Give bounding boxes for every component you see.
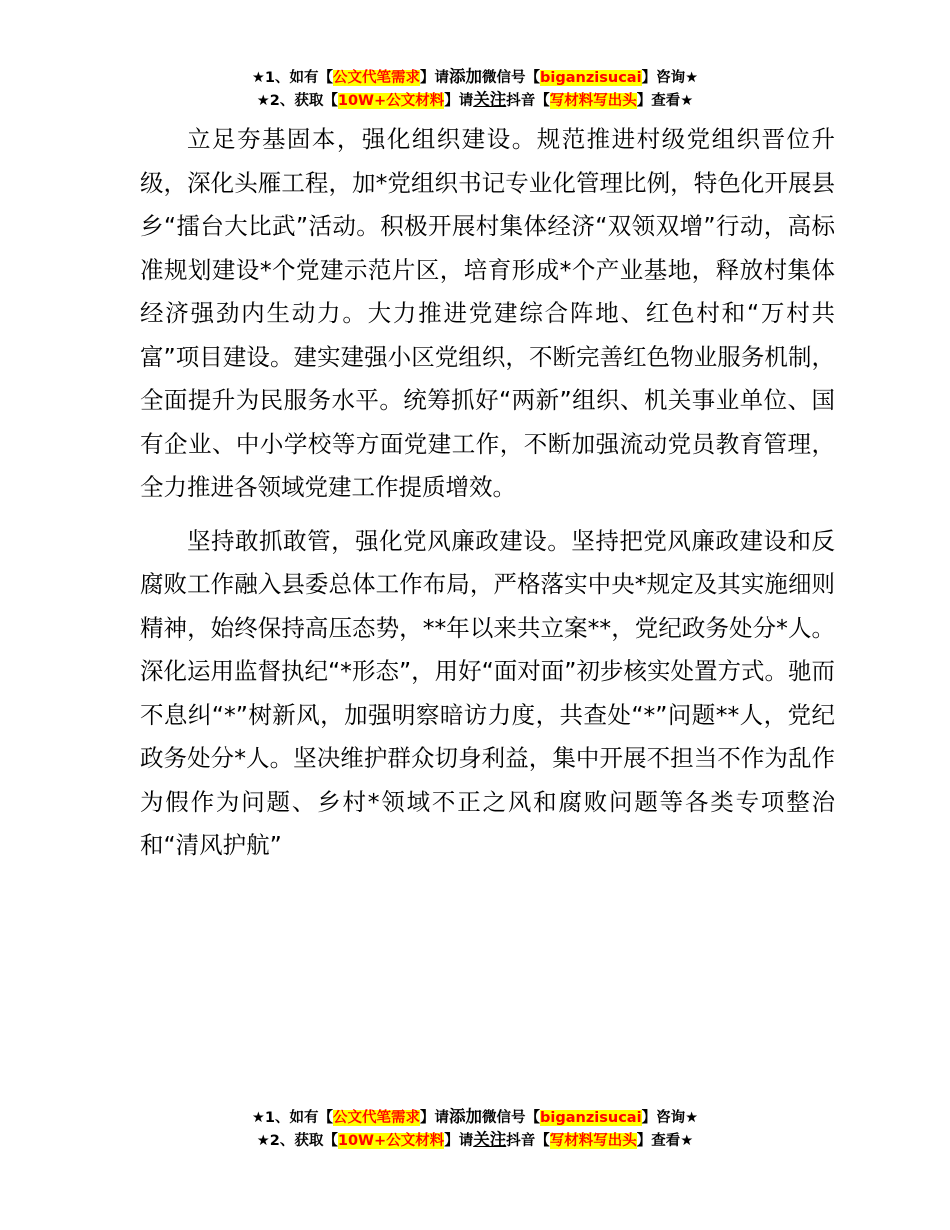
banner-text: ★1、如有【 xyxy=(251,70,334,86)
paragraph-organization: 立足夯基固本，强化组织建设。规范推进村级党组织晋位升级，深化头雁工程，加*党组织书记专业化管理比例，特色化开展县乡“擂台大比武”活动。积极开展村集体经济“双领双增”行动，高标准规划建设*个党建示范片区，培育形成*个产业基地，释放村集体经济强劲内生动力。大力推进党建综合阵地、红色村和“万村共富”项目建设。建实建强小区党组织，不断完善红色物业服务机制，全面提升为民服务水平。统筹抓好“两新”组织、机关事业单位、国有企业、中小学校等方面党建工作，不断加强流动党员教育管理，全力推进各领域党建工作提质增效。 xyxy=(140,125,835,501)
banner-text: ★2、获取【 xyxy=(256,93,338,109)
banner-emphasis: 关注 xyxy=(473,90,507,109)
banner-text: 抖音【 xyxy=(506,1133,550,1149)
banner-emphasis: 关注 xyxy=(473,1130,507,1149)
banner-line-2 xyxy=(0,1129,950,1152)
header-banner xyxy=(0,66,950,112)
banner-line-1 xyxy=(0,66,950,89)
banner-text: 】请 xyxy=(444,1133,474,1149)
banner-highlight: 10W+公文材料 xyxy=(337,93,445,109)
banner-highlight: 公文代笔需求 xyxy=(333,1110,421,1126)
banner-highlight: 公文代笔需求 xyxy=(333,70,421,86)
banner-text: ★2、获取【 xyxy=(256,1133,338,1149)
banner-text: 微信号【 xyxy=(482,1110,541,1126)
banner-highlight: 写材料写出头 xyxy=(549,1133,637,1149)
banner-emphasis: 添加 xyxy=(449,1107,483,1126)
banner-emphasis: 添加 xyxy=(449,67,483,86)
banner-line-1 xyxy=(0,1106,950,1129)
banner-highlight: 写材料写出头 xyxy=(549,93,637,109)
banner-text: 】请 xyxy=(420,1110,450,1126)
banner-text: 】请 xyxy=(420,70,450,86)
paragraph-integrity: 坚持敢抓敢管，强化党风廉政建设。坚持把党风廉政建设和反腐败工作融入县委总体工作布局，严格落实中央*规定及其实施细则精神，始终保持高压态势，**年以来共立案**，党纪政务处分*人。深化运用监督执纪“*形态”，用好“面对面”初步核实处置方式。驰而不息纠“*”树新风，加强明察暗访力度，共查处“*”问题**人，党纪政务处分*人。坚决维护群众切身利益，集中开展不担当不作为乱作为假作为问题、乡村*领域不正之风和腐败问题等各类专项整治和“清风护航” xyxy=(140,526,835,859)
banner-text: 】请 xyxy=(444,93,474,109)
banner-text: 】查看★ xyxy=(636,1133,694,1149)
banner-highlight: biganzisucai xyxy=(540,70,642,86)
banner-text: 】咨询★ xyxy=(641,1110,699,1126)
banner-line-2 xyxy=(0,89,950,112)
banner-highlight: 10W+公文材料 xyxy=(337,1133,445,1149)
banner-text: 】咨询★ xyxy=(641,70,699,86)
footer-banner xyxy=(0,1106,950,1152)
document-body xyxy=(140,118,835,878)
banner-text: 抖音【 xyxy=(506,93,550,109)
banner-text: 】查看★ xyxy=(636,93,694,109)
banner-text: ★1、如有【 xyxy=(251,1110,334,1126)
banner-highlight: biganzisucai xyxy=(540,1110,642,1126)
banner-text: 微信号【 xyxy=(482,70,541,86)
